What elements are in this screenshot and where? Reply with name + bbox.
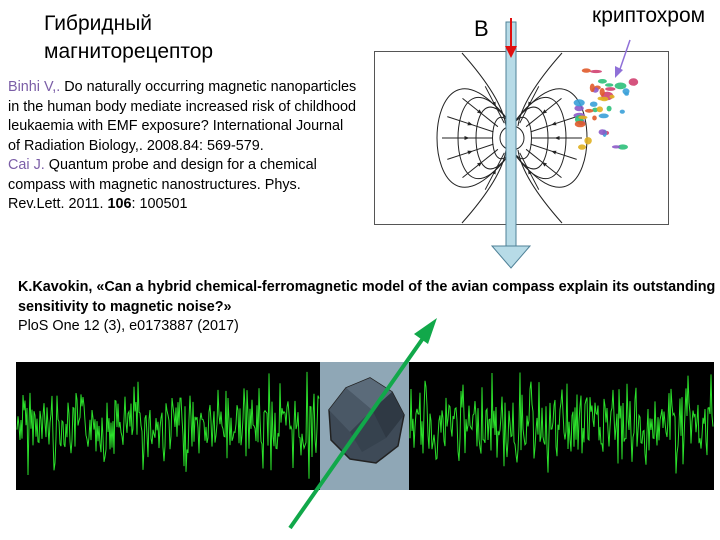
field-line [520,86,539,123]
protein-segment [578,116,587,120]
reference-cai-text: Quantum probe and design for a chemical compass with magnetic nanostructures. Phys. Rev.Lett. 2011. [8,157,317,212]
field-line [531,117,577,132]
protein-segment [578,144,586,149]
reference-binhi-text: Do naturally occurring magnetic nanoparticles in the human body mediate increased risk of childhood leukaemia with EMF exposure? International Journal of Radiation Biology,. 2008.84: 569-579. [8,79,357,154]
protein-segment [598,79,607,84]
protein-segment [584,137,591,144]
noise-trace-right [410,373,713,474]
protein-segment [612,145,620,148]
protein-segment [609,95,614,99]
protein-segment [585,109,594,113]
kavokin-title: K.Kavokin, «Can a hybrid chemical-ferromagnetic model of the avian compass explain its outstanding sensitivity to magnetic noise?» [18,279,716,315]
protein-segment [590,84,595,93]
protein-segment [575,121,586,128]
protein-segment [590,70,602,73]
b-field-label: B [474,16,489,41]
protein-segment [574,99,585,106]
field-line [485,86,504,123]
reference-binhi-author: Binhi V,. [8,79,61,95]
protein-segment [605,83,613,87]
field-line [520,153,539,190]
protein-segment [592,116,597,121]
protein-segment [599,114,609,119]
protein-segment [597,106,603,112]
field-axis-arrow [492,22,530,268]
protein-segment [600,88,605,96]
protein-segment [607,106,612,112]
cryptochrome-label: криптохром [592,4,706,27]
cryptochrome-protein [574,68,639,149]
reference-cai-volume: 106 [107,196,132,212]
protein-segment [615,83,627,90]
title-line-1: Гибридный [44,12,153,35]
reference-cai-pages: : 100501 [131,196,188,212]
field-line [485,153,504,190]
protein-segment [599,129,606,135]
protein-segment [623,88,630,94]
protein-segment [620,110,625,114]
protein-segment [629,78,639,86]
protein-segment [590,102,598,107]
kavokin-journal: PloS One 12 (3), e0173887 (2017) [18,318,239,334]
protein-segment [582,68,591,72]
noise-trace-left [17,372,319,479]
cryptochrome-label-arrow [615,40,630,78]
field-line [447,117,493,132]
protein-segment [605,87,615,91]
field-line [531,144,577,159]
reference-cai-author: Cai J. [8,157,45,173]
field-line [447,144,493,159]
protein-segment [600,97,608,102]
title-line-2: магниторецептор [44,40,214,63]
